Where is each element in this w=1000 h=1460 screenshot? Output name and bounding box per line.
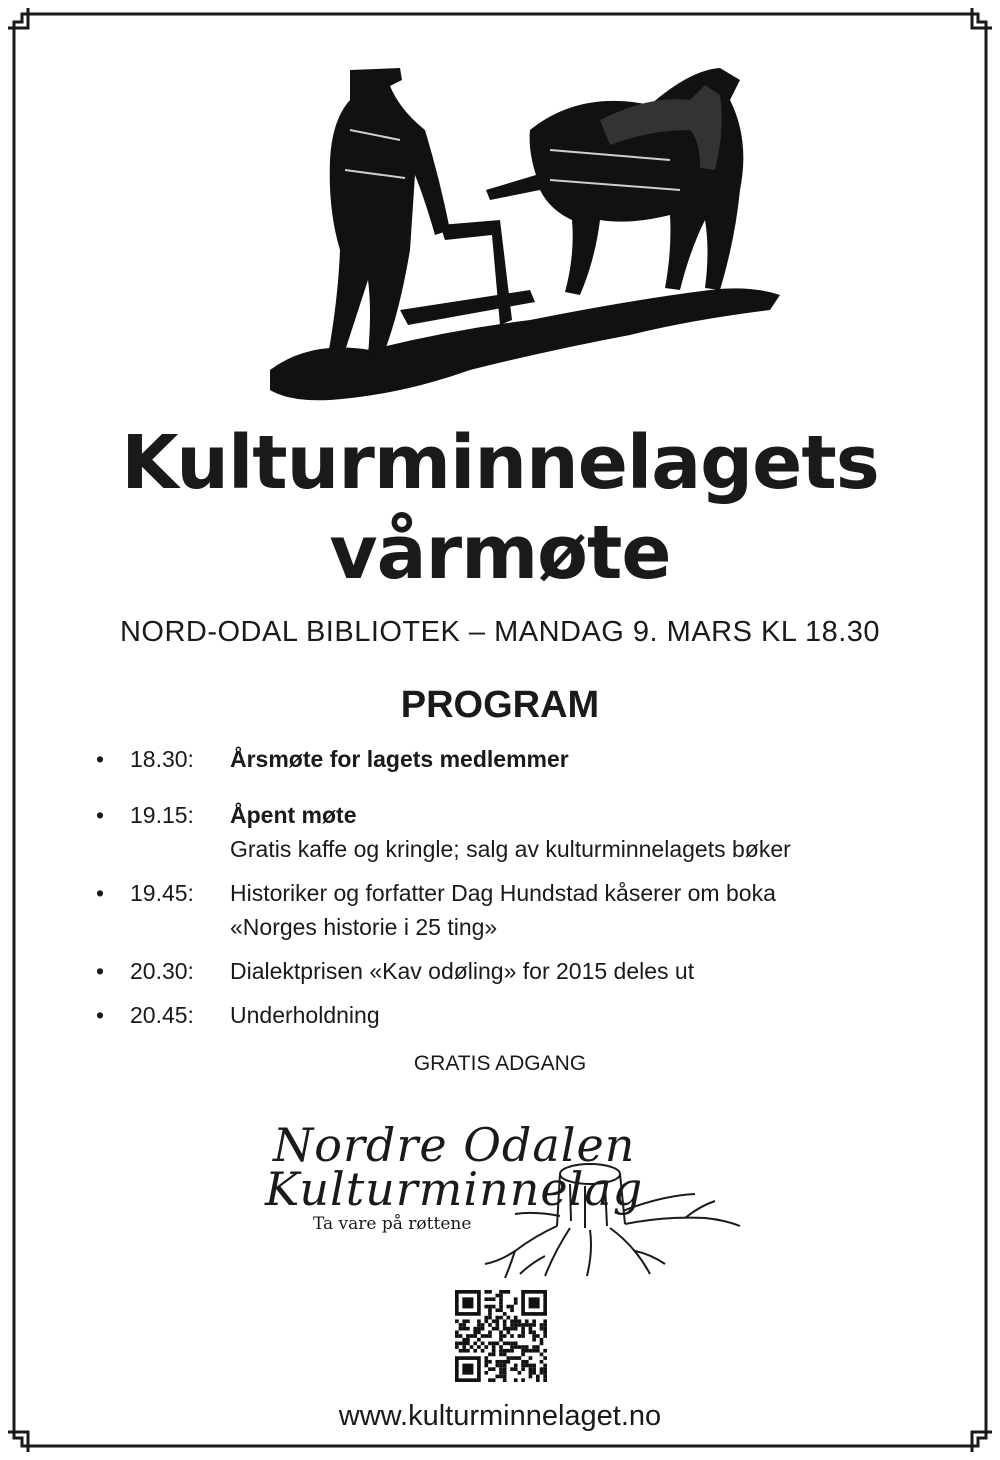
organization-logo xyxy=(265,1118,745,1283)
program-description-detail: «Norges historie i 25 ting» xyxy=(230,914,498,940)
program-heading: PROGRAM xyxy=(400,684,600,726)
bullet: • xyxy=(96,880,105,906)
bullet: • xyxy=(96,802,105,828)
program-time: 20.30: xyxy=(130,958,194,984)
plowing-farmer-illustration xyxy=(250,50,790,410)
tree-stump-icon xyxy=(475,1156,745,1281)
program-description: Dialektprisen «Kav odøling» for 2015 deles ut xyxy=(230,958,695,984)
logo-text-line1: Nordre Odalen xyxy=(273,1118,636,1172)
free-admission: GRATIS ADGANG xyxy=(413,1052,587,1075)
program-description: Historiker og forfatter Dag Hundstad kåserer om boka xyxy=(230,880,776,906)
program-description: Underholdning xyxy=(230,1002,380,1028)
program-item xyxy=(96,954,896,998)
program-description-detail: Gratis kaffe og kringle; salg av kulturminnelagets bøker xyxy=(230,836,791,862)
program-item xyxy=(96,876,896,954)
website-link[interactable]: www.kulturminnelaget.no xyxy=(338,1400,662,1432)
qr-code[interactable] xyxy=(455,1290,547,1382)
program-time: 19.45: xyxy=(130,880,194,906)
program-list xyxy=(96,742,896,1042)
program-item xyxy=(96,798,896,876)
event-title-line1: Kulturminnelagets xyxy=(121,420,879,506)
bullet: • xyxy=(96,958,105,984)
bullet: • xyxy=(96,746,105,772)
logo-tagline: Ta vare på røttene xyxy=(313,1214,472,1234)
event-title-line2: vårmøte xyxy=(329,510,671,596)
program-time: 19.15: xyxy=(130,802,194,828)
event-location-date: NORD-ODAL BIBLIOTEK – MANDAG 9. MARS KL 18.30 xyxy=(119,616,881,648)
program-description: Åpent møte xyxy=(230,802,357,828)
program-description: Årsmøte for lagets medlemmer xyxy=(230,746,569,772)
bullet: • xyxy=(96,1002,105,1028)
program-time: 20.45: xyxy=(130,1002,194,1028)
program-time: 18.30: xyxy=(130,746,194,772)
program-item xyxy=(96,742,896,798)
program-item xyxy=(96,998,896,1042)
logo-text-line2: Kulturminnelag xyxy=(265,1162,644,1216)
